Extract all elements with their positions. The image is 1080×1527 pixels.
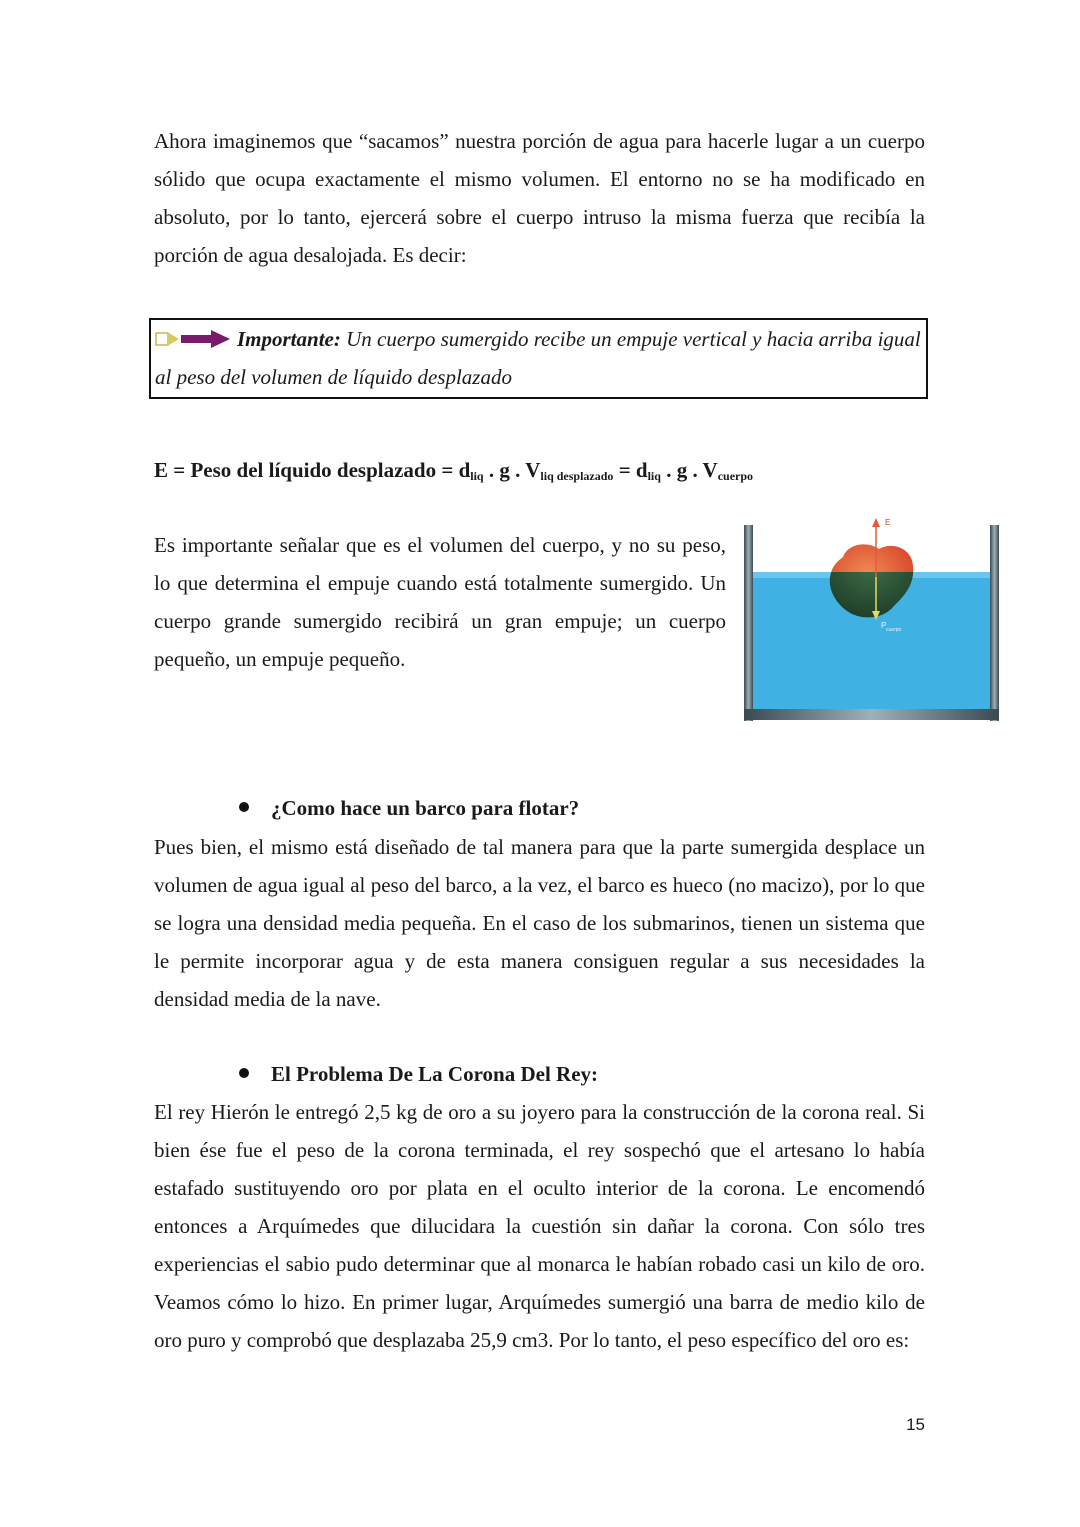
callout-label: Importante:: [237, 327, 341, 351]
callout-text: Un cuerpo sumergido recibe un empuje vertical y hacia arriba igual al peso del volumen de líquido desplazado: [155, 327, 921, 389]
bullet-dot: [239, 802, 249, 812]
figure-label-e: E: [885, 518, 891, 527]
paragraph-displaced-water: Ahora imaginemos que “sacamos” nuestra porción de agua para hacerle lugar a un cuerpo sólido que ocupa exactamente el mismo volumen. El entorno no se ha modificado en absoluto, por lo tanto, ejercerá sobre el cuerpo intruso la misma fuerza que recibía la porción de agua desalojada. Es decir:: [154, 129, 925, 267]
buoyancy-figure: [743, 515, 1000, 721]
heading-boat-float: ¿Como hace un barco para flotar?: [231, 790, 579, 826]
figure-label-p: P: [881, 621, 887, 630]
paragraph-king-crown: El rey Hierón le entregó 2,5 kg de oro a su joyero para la construcción de la corona real. Si bien ése fue el peso de la corona terminada, el rey sospechó que el artesano lo había estafado sustituyendo oro por plata en el oculto interior de la corona. Le encomendó entonces a Arquímedes que dilucidara la cuestión sin dañar la corona. Con sólo tres experiencias el sabio pudo determinar que al monarca le habían robado casi un kilo de oro. Veamos cómo lo hizo. En primer lugar, Arquímedes sumergió una barra de medio kilo de oro puro y comprobó que desplazaba 25,9 cm3. Por lo tanto, el peso específico del oro es:: [154, 1100, 925, 1352]
important-callout: [149, 318, 928, 399]
arrow-icon: [155, 329, 231, 349]
figure-label-p-sub: cuerpo: [886, 627, 902, 633]
buoyancy-formula: E = Peso del líquido desplazado = $d_{liq}$ . g . $V_{liq desplazado} = d_{liq}$ . g . $V_{cuerpo}$: [154, 458, 754, 483]
bullet-dot: [239, 1068, 249, 1078]
page-number: 15: [906, 1415, 925, 1434]
paragraph-volume-determines-buoyancy: Es importante señalar que es el volumen del cuerpo, y no su peso, lo que determina el empuje cuando está totalmente sumergido. Un cuerpo grande sumergido recibirá un gran empuje; un cuerpo pequeño, un empuje pequeño.: [154, 533, 726, 671]
heading-king-crown: El Problema De La Corona Del Rey:: [231, 1056, 598, 1092]
paragraph-boat-float: Pues bien, el mismo está diseñado de tal manera para que la parte sumergida desplace un volumen de agua igual al peso del barco, a la vez, el barco es hueco (no macizo), por lo que se logra una densidad media pequeña. En el caso de los submarinos, tienen un sistema que le permite incorporar agua y de esta manera consiguen regular a sus necesidades la densidad media de la nave.: [154, 835, 925, 1011]
